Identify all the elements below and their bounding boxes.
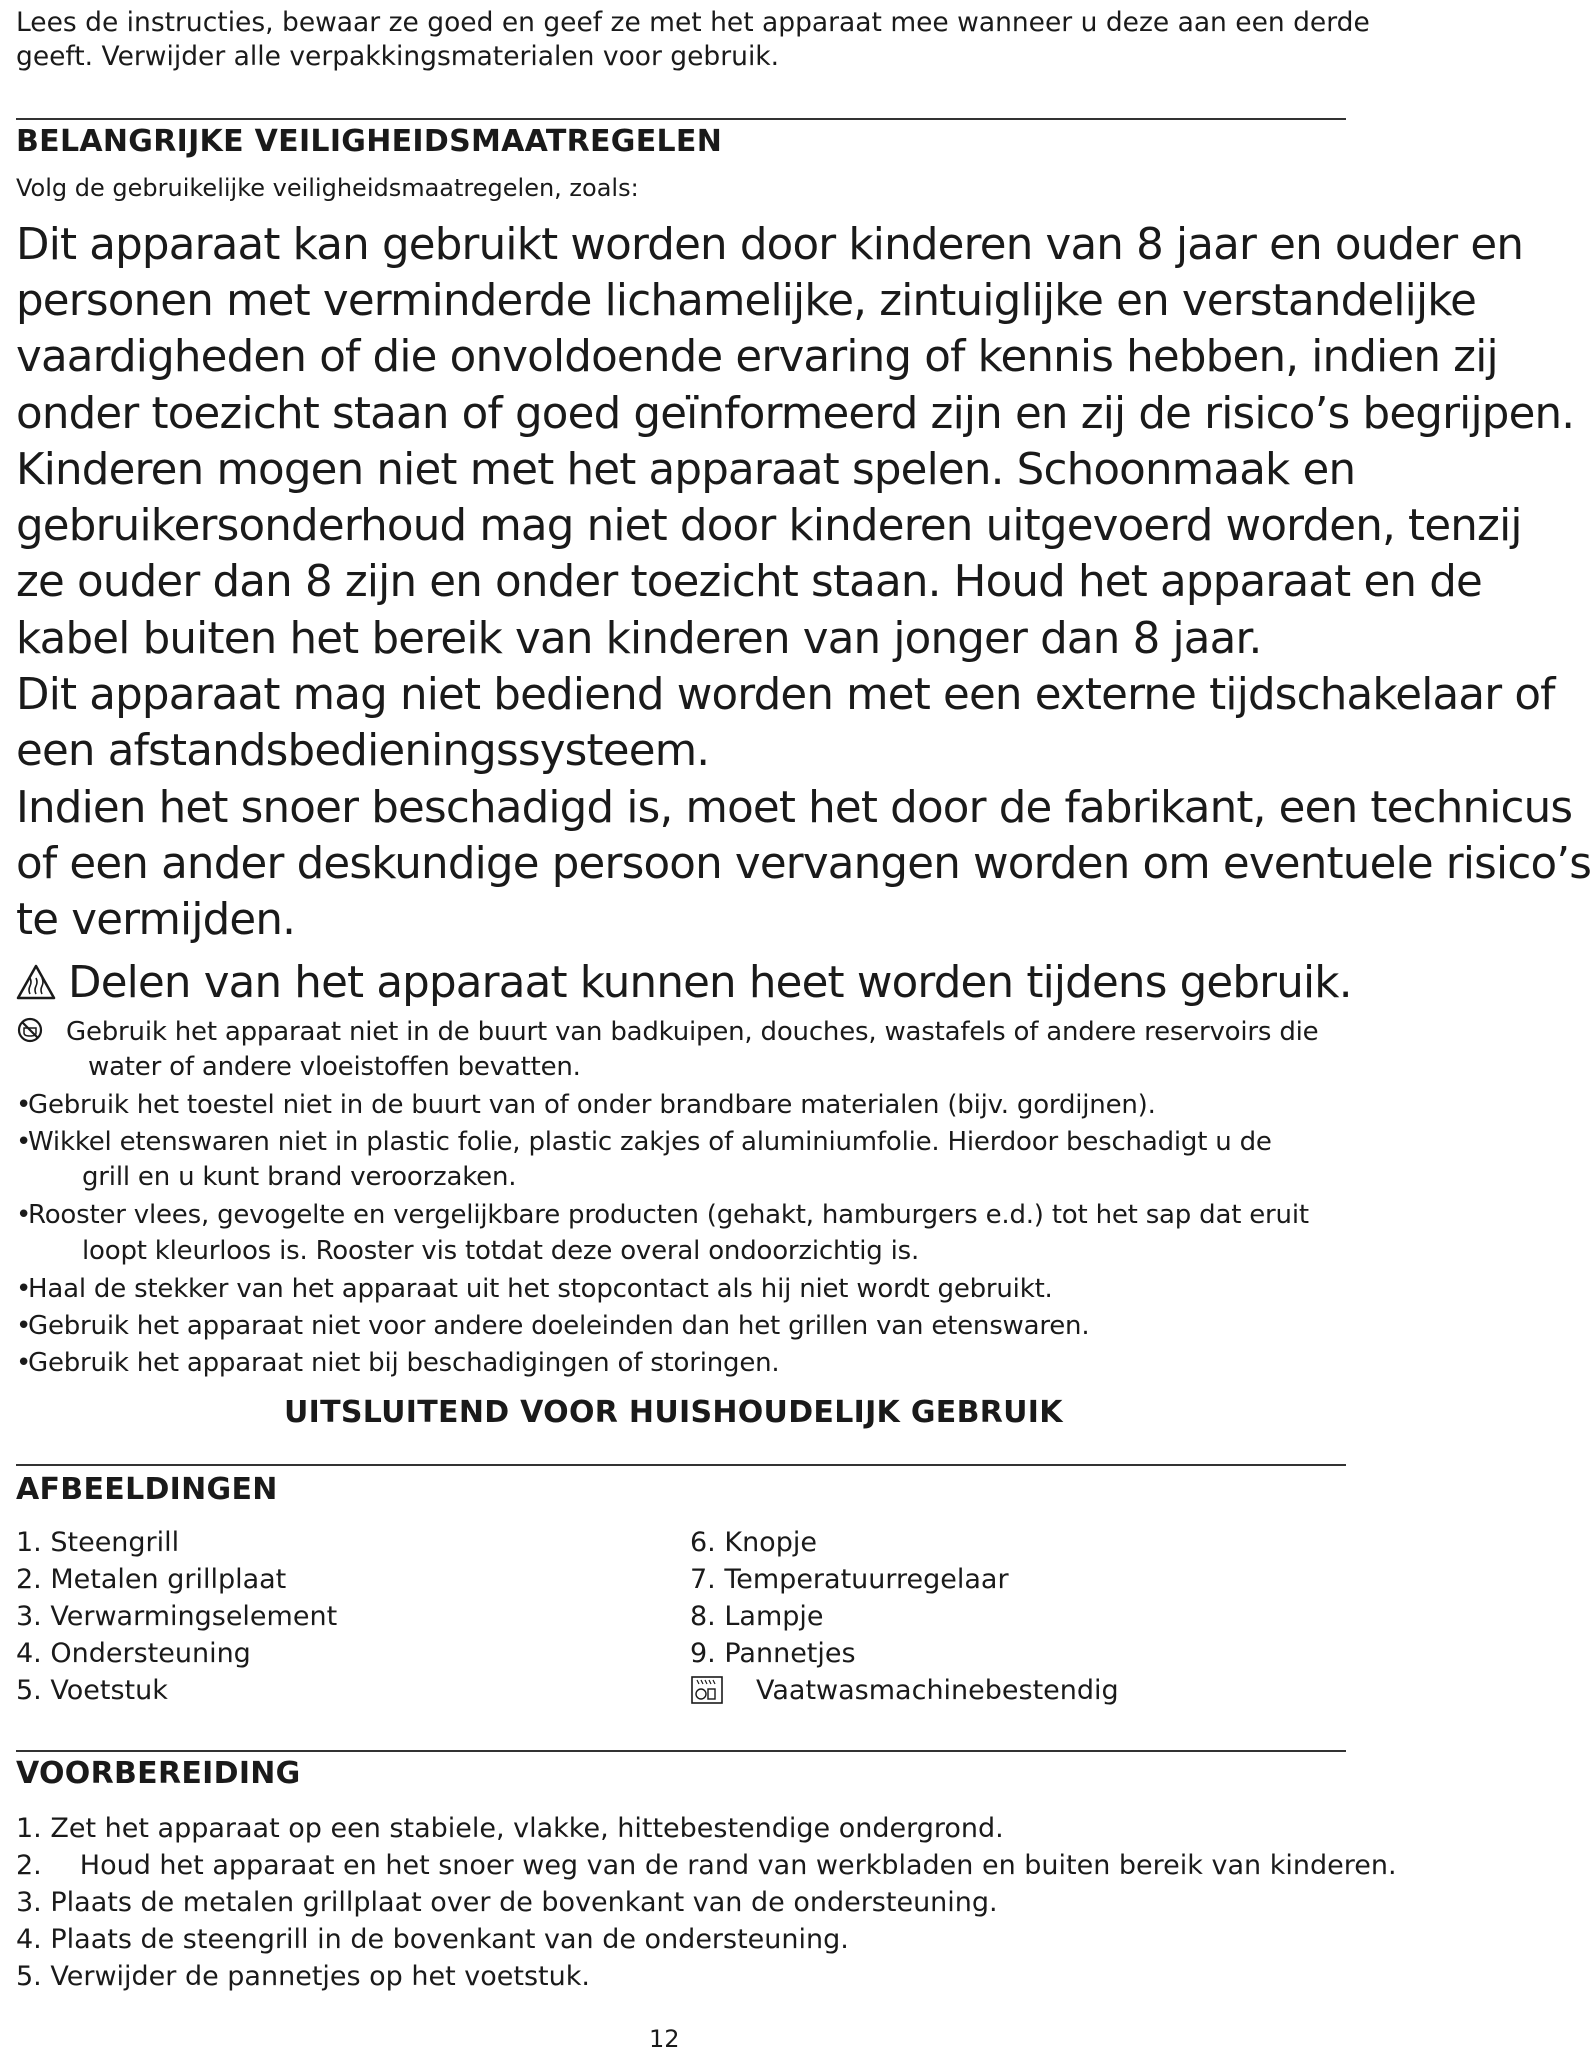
figure-number: 2.	[16, 1564, 42, 1595]
bullet-text-continued: grill en u kunt brand veroorzaken.	[82, 1162, 517, 1192]
safety-line: vaardigheden of die onvoldoende ervaring of kennis hebben, indien zij	[16, 332, 1498, 382]
section-divider	[16, 118, 1346, 120]
figure-number: 1.	[16, 1527, 42, 1558]
step-number: 4.	[16, 1924, 42, 1955]
step-number: 1.	[16, 1813, 42, 1844]
safety-line: een afstandsbedieningssysteem.	[16, 726, 710, 776]
step-text: Verwijder de pannetjes op het voetstuk.	[50, 1961, 590, 1992]
safety-line: onder toezicht staan of goed geïnformeerd zijn en zij de risico’s begrijpen.	[16, 389, 1575, 439]
step-number: 2.	[16, 1850, 42, 1881]
figure-label: Metalen grillplaat	[50, 1564, 287, 1595]
bullet-text: Wikkel etenswaren niet in plastic folie, plastic zakjes of aluminiumfolie. Hierdoor beschadigt u de	[28, 1127, 1272, 1157]
bullet-marker: •	[16, 1200, 32, 1230]
figures-heading: AFBEELDINGEN	[16, 1472, 278, 1507]
step-number: 5.	[16, 1961, 42, 1992]
figure-label: Voetstuk	[50, 1675, 168, 1706]
bullet-text: Gebruik het toestel niet in de buurt van of onder brandbare materialen (bijv. gordijnen).	[28, 1090, 1156, 1120]
preparation-step	[16, 1924, 849, 1955]
page-number: 12	[649, 2025, 680, 2053]
water-warning-continued: water of andere vloeistoffen bevatten.	[88, 1052, 581, 1082]
figure-item	[16, 1564, 286, 1595]
figure-item	[16, 1675, 168, 1706]
figure-label: Knopje	[724, 1527, 817, 1558]
preparation-heading: VOORBEREIDING	[16, 1756, 301, 1791]
step-text: Zet het apparaat op een stabiele, vlakke, hittebestendige ondergrond.	[50, 1813, 1004, 1844]
safety-line: Dit apparaat mag niet bediend worden met een externe tijdschakelaar of	[16, 670, 1555, 720]
water-warning	[16, 1016, 1318, 1047]
hot-warning-text: Delen van het apparaat kunnen heet worden tijdens gebruik.	[68, 958, 1352, 1008]
figure-item	[690, 1601, 824, 1632]
figure-number: 4.	[16, 1638, 42, 1669]
step-text: Plaats de steengrill in de bovenkant van de ondersteuning.	[50, 1924, 849, 1955]
hot-surface-warning-icon	[16, 964, 56, 1000]
safety-bullet	[16, 1200, 1309, 1230]
safety-line: of een ander deskundige persoon vervangen worden om eventuele risico’s	[16, 839, 1591, 889]
safety-line: Dit apparaat kan gebruikt worden door kinderen van 8 jaar en ouder en	[16, 220, 1524, 270]
safety-bullet	[16, 1311, 1089, 1341]
hot-warning	[16, 958, 1352, 1008]
figure-label: Verwarmingselement	[50, 1601, 338, 1632]
safety-subheading: Volg de gebruikelijke veiligheidsmaatregelen, zoals:	[16, 174, 639, 202]
safety-bullet	[16, 1127, 1272, 1157]
figure-number: 8.	[690, 1601, 716, 1632]
step-number: 3.	[16, 1887, 42, 1918]
safety-line: personen met verminderde lichamelijke, zintuiglijke en verstandelijke	[16, 276, 1477, 326]
section-divider	[16, 1750, 1346, 1752]
figure-item	[690, 1564, 1009, 1595]
bullet-marker: •	[16, 1348, 32, 1378]
bullet-text: Gebruik het apparaat niet bij beschadigingen of storingen.	[28, 1348, 780, 1378]
figure-label: Ondersteuning	[50, 1638, 251, 1669]
figure-item	[690, 1638, 856, 1669]
figure-item	[16, 1638, 251, 1669]
figure-number: 6.	[690, 1527, 716, 1558]
safety-line: Indien het snoer beschadigd is, moet het door de fabrikant, een technicus	[16, 783, 1573, 833]
bullet-marker: •	[16, 1311, 32, 1341]
step-text: Houd het apparaat en het snoer weg van de rand van werkbladen en buiten bereik van kinderen.	[79, 1850, 1397, 1881]
household-only-notice: UITSLUITEND VOOR HUISHOUDELIJK GEBRUIK	[284, 1395, 1063, 1430]
figure-label: Steengrill	[50, 1527, 180, 1558]
preparation-step	[16, 1850, 1397, 1881]
safety-line: Kinderen mogen niet met het apparaat spelen. Schoonmaak en	[16, 445, 1356, 495]
dishwasher-safe-label: Vaatwasmachinebestendig	[756, 1675, 1119, 1706]
figure-item	[690, 1527, 817, 1558]
dishwasher-safe-icon	[690, 1675, 724, 1705]
safety-heading: BELANGRIJKE VEILIGHEIDSMAATREGELEN	[16, 124, 723, 159]
bullet-marker: •	[16, 1090, 32, 1120]
figure-number: 3.	[16, 1601, 42, 1632]
figure-item	[16, 1527, 179, 1558]
safety-line: gebruikersonderhoud mag niet door kinderen uitgevoerd worden, tenzij	[16, 501, 1522, 551]
section-divider	[16, 1464, 1346, 1466]
figure-label: Lampje	[724, 1601, 824, 1632]
safety-bullet	[16, 1090, 1156, 1120]
dishwasher-safe-note	[690, 1675, 1119, 1706]
intro-line-1: Lees de instructies, bewaar ze goed en geef ze met het apparaat mee wanneer u deze aan een derde	[16, 7, 1370, 38]
figure-number: 9.	[690, 1638, 716, 1669]
preparation-step	[16, 1887, 998, 1918]
safety-bullet	[16, 1274, 1053, 1304]
bullet-marker: •	[16, 1127, 32, 1157]
safety-line: ze ouder dan 8 zijn en onder toezicht staan. Houd het apparaat en de	[16, 557, 1482, 607]
safety-line: kabel buiten het bereik van kinderen van jonger dan 8 jaar.	[16, 614, 1262, 664]
preparation-step	[16, 1813, 1004, 1844]
bullet-text: Gebruik het apparaat niet voor andere doeleinden dan het grillen van etenswaren.	[28, 1311, 1090, 1341]
preparation-step	[16, 1961, 590, 1992]
figure-label: Temperatuurregelaar	[724, 1564, 1009, 1595]
figure-item	[16, 1601, 337, 1632]
safety-line: te vermijden.	[16, 895, 296, 945]
bullet-marker: •	[16, 1274, 32, 1304]
intro-line-2: geeft. Verwijder alle verpakkingsmaterialen voor gebruik.	[16, 41, 780, 72]
no-water-icon	[16, 1016, 44, 1044]
figure-label: Pannetjes	[724, 1638, 856, 1669]
water-warning-text: Gebruik het apparaat niet in de buurt van badkuipen, douches, wastafels of andere reservoirs die	[66, 1017, 1319, 1047]
bullet-text: Haal de stekker van het apparaat uit het stopcontact als hij niet wordt gebruikt.	[28, 1274, 1053, 1304]
figure-number: 5.	[16, 1675, 42, 1706]
safety-bullet	[16, 1348, 780, 1378]
bullet-text-continued: loopt kleurloos is. Rooster vis totdat deze overal ondoorzichtig is.	[82, 1236, 920, 1266]
bullet-text: Rooster vlees, gevogelte en vergelijkbare producten (gehakt, hamburgers e.d.) tot het sap dat eruit	[28, 1200, 1309, 1230]
step-text: Plaats de metalen grillplaat over de bovenkant van de ondersteuning.	[50, 1887, 998, 1918]
figure-number: 7.	[690, 1564, 716, 1595]
